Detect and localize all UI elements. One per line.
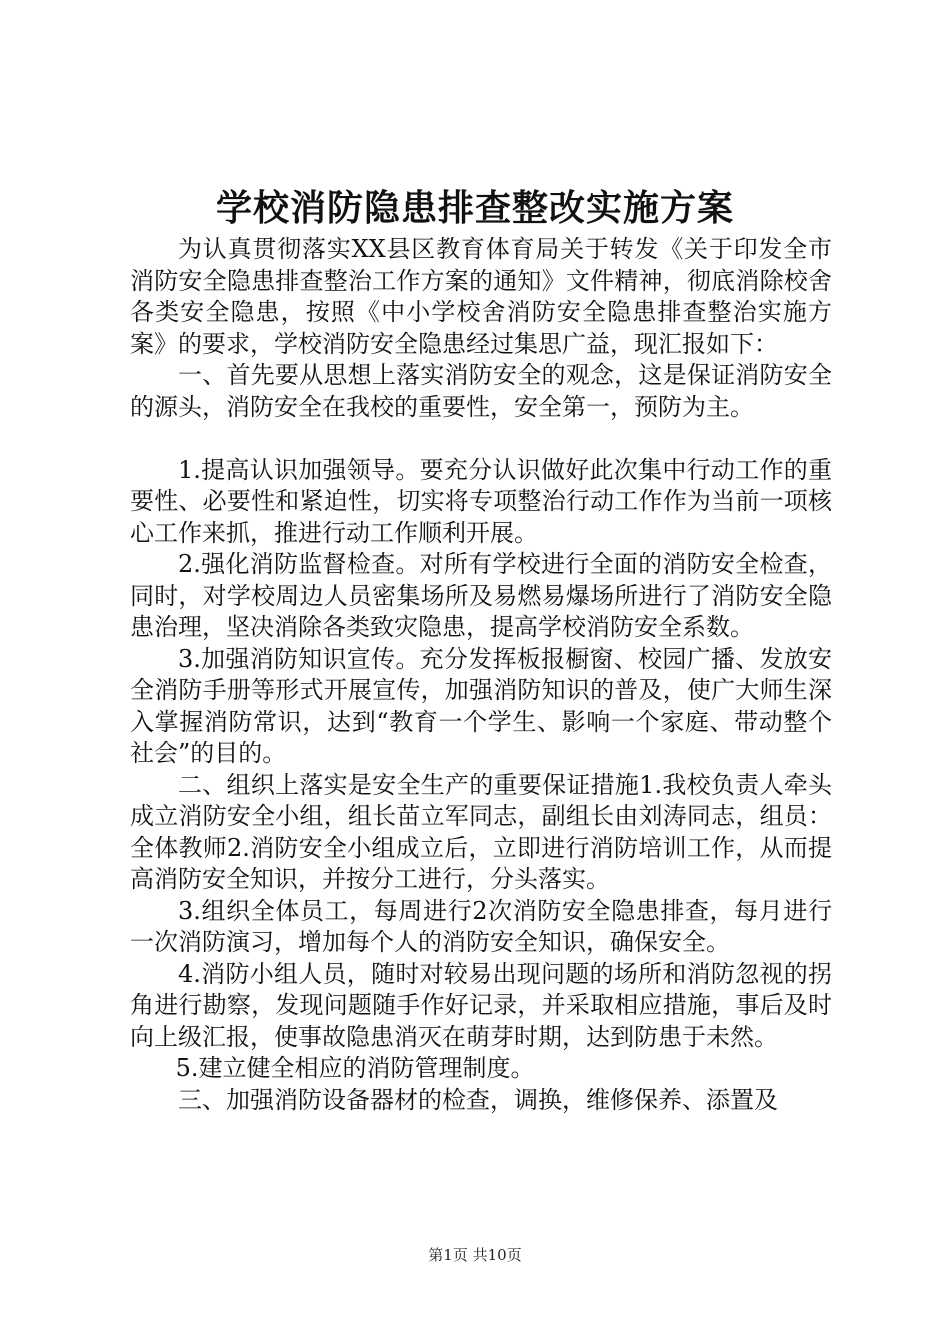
paragraph-item-3: 3.加强消防知识宣传。充分发挥板报橱窗、校园广播、发放安全消防手册等形式开展宣传，加强消防知识的普及，使广大师生深入掌握消防常识，达到“教育一个学生、影响一个家庭、带动整个社会”的目的。 (130, 644, 832, 767)
paragraph-item-2-3: 3.组织全体员工，每周进行2次消防安全隐患排查，每月进行一次消防演习，增加每个人的消防安全知识，确保安全。 (130, 896, 832, 956)
paragraph-item-2-4: 4.消防小组人员，随时对较易出现问题的场所和消防忽视的拐角进行勘察，发现问题随手作好记录，并采取相应措施，事后及时向上级汇报，使事故隐患消灭在萌芽时期，达到防患于未然。 (130, 959, 832, 1051)
paragraph-section-2: 二、组织上落实是安全生产的重要保证措施1.我校负责人牵头成立消防安全小组，组长苗立军同志，副组长由刘涛同志，组员：全体教师2.消防安全小组成立后，立即进行消防培训工作，从而提高消防安全知识，并按分工进行，分头落实。 (130, 770, 832, 893)
paragraph-intro: 为认真贯彻落实XX县区教育体育局关于转发《关于印发全市消防安全隐患排查整治工作方案的通知》文件精神，彻底消除校舍各类安全隐患，按照《中小学校舍消防安全隐患排查整治实施方案》的要求，学校消防安全隐患经过集思广益，现汇报如下： (130, 235, 832, 358)
paragraph-section-3: 三、加强消防设备器材的检查，调换，维修保养、添置及 (178, 1085, 778, 1114)
page-number-footer: 第1页 共10页 (428, 1246, 522, 1264)
paragraph-item-2-5: 5.建立健全相应的消防管理制度。 (175, 1054, 535, 1082)
paragraph-item-2: 2.强化消防监督检查。对所有学校进行全面的消防安全检查，同时，对学校周边人员密集场所及易燃易爆场所进行了消防安全隐患治理，坚决消除各类致灾隐患，提高学校消防安全系数。 (130, 550, 832, 641)
paragraph-section-1: 一、首先要从思想上落实消防安全的观念，这是保证消防安全的源头，消防安全在我校的重要性，安全第一，预防为主。 (130, 361, 832, 421)
document-title: 学校消防隐患排查整改实施方案 (215, 187, 734, 229)
paragraph-item-1: 1.提高认识加强领导。要充分认识做好此次集中行动工作的重要性、必要性和紧迫性，切实将专项整治行动工作作为当前一项核心工作来抓，推进行动工作顺利开展。 (130, 455, 832, 547)
document-body (130, 234, 832, 1116)
